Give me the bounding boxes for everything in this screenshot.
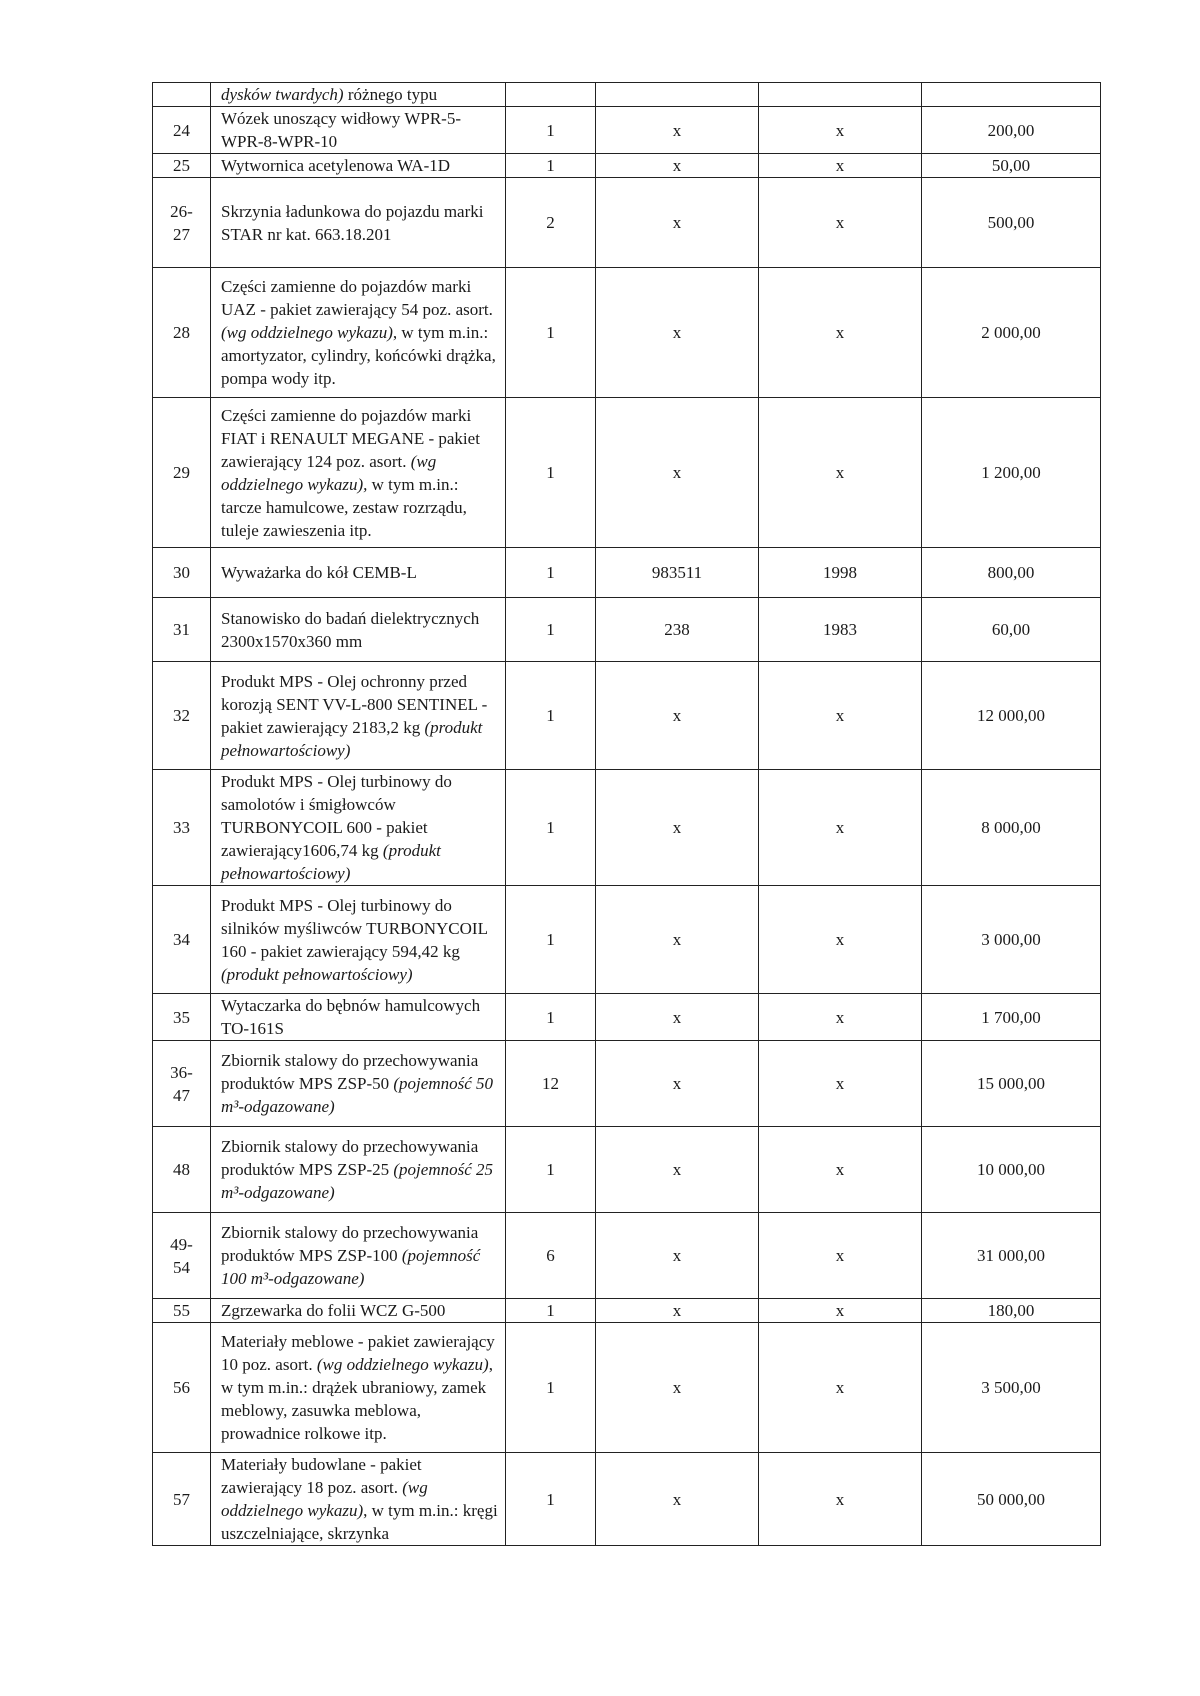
item-name [211,598,506,662]
value: 2 000,00 [922,268,1101,398]
item-name-segment: , w tym m.in.: amortyzator, cylindry, końcówki drążka, pompa wody itp. [221,323,496,388]
quantity: 1 [506,1323,596,1453]
quantity [506,83,596,107]
row-number [153,107,211,154]
item-name-segment: (wg oddzielnego wykazu) [221,323,393,342]
serial-number: x [596,268,759,398]
row-number [153,178,211,268]
table-row [153,1213,1101,1299]
item-name-segment: różnego typu [343,85,438,104]
serial-number: x [596,154,759,178]
row-number-line: 47 [173,1085,190,1105]
value: 12 000,00 [922,662,1101,770]
production-year: x [759,1041,922,1127]
row-number [153,1323,211,1453]
item-name-segment: dysków twardych) [221,85,344,104]
quantity: 1 [506,398,596,548]
item-name-segment: Części zamienne do pojazdów marki UAZ - pakiet zawierający 54 poz. asort. [221,277,493,319]
production-year: x [759,770,922,886]
item-name-segment: Zbiornik stalowy do przechowywania produktów MPS ZSP-50 [221,1051,479,1093]
item-name [211,1323,506,1453]
production-year: x [759,886,922,994]
quantity: 1 [506,268,596,398]
quantity: 1 [506,1299,596,1323]
value: 60,00 [922,598,1101,662]
item-name-segment: Materiały meblowe - pakiet zawierający 10 poz. asort. [221,1332,495,1374]
item-name-segment: Wytwornica acetylenowa WA-1D [221,156,451,175]
quantity: 1 [506,662,596,770]
serial-number: x [596,886,759,994]
row-number-line: 24 [173,120,190,140]
quantity: 1 [506,598,596,662]
table-row [153,1127,1101,1213]
row-number-line: 57 [173,1489,190,1509]
item-name [211,770,506,886]
item-name-segment: Produkt MPS - Olej ochronny przed korozją SENT VV-L-800 SENTINEL - pakiet zawierający 2183,2 kg [221,671,488,737]
serial-number: x [596,107,759,154]
serial-number: x [596,770,759,886]
table-row [153,1299,1101,1323]
serial-number: x [596,1453,759,1546]
value: 180,00 [922,1299,1101,1323]
value: 50,00 [922,154,1101,178]
value: 10 000,00 [922,1127,1101,1213]
production-year: x [759,107,922,154]
value: 31 000,00 [922,1213,1101,1299]
item-name-segment: Produkt MPS - Olej turbinowy do silników myśliwców TURBONYCOIL 160 - pakiet zawierający 594,42 kg [221,895,488,961]
assets-table [152,82,1101,1546]
table-row [153,83,1101,107]
item-name [211,1041,506,1127]
row-number [153,1041,211,1127]
item-name-segment: , w tym m.in.: drążek ubraniowy, zamek meblowy, zasuwka meblowa, prowadnice rolkowe itp. [221,1355,493,1443]
quantity: 1 [506,1453,596,1546]
production-year: 1998 [759,548,922,598]
quantity: 6 [506,1213,596,1299]
production-year: x [759,994,922,1041]
table-row [153,178,1101,268]
quantity: 1 [506,154,596,178]
row-number-line: 36- [170,1062,193,1082]
production-year: x [759,398,922,548]
item-name-segment: , w tym m.in.: kręgi uszczelniające, skrzynka [221,1501,498,1543]
serial-number: x [596,1127,759,1213]
table-row [153,1453,1101,1546]
row-number-line: 48 [173,1160,190,1179]
value: 3 500,00 [922,1323,1101,1453]
item-name-segment: (produkt pełnowartościowy) [221,717,483,760]
row-number [153,268,211,398]
quantity: 1 [506,1127,596,1213]
item-name [211,1299,506,1323]
item-name [211,994,506,1041]
row-number [153,994,211,1041]
row-number [153,598,211,662]
production-year: x [759,1127,922,1213]
item-name-segment: (produkt pełnowartościowy) [221,964,413,984]
production-year [759,83,922,107]
table-row [153,886,1101,994]
value: 800,00 [922,548,1101,598]
row-number [153,548,211,598]
table-body [153,83,1101,1546]
production-year: x [759,1323,922,1453]
item-name [211,548,506,598]
quantity: 1 [506,107,596,154]
production-year: x [759,154,922,178]
row-number [153,398,211,548]
value: 15 000,00 [922,1041,1101,1127]
row-number [153,1453,211,1546]
item-name-segment: w tym m.in.: tarcze hamulcowe, zestaw rozrządu, tuleje zawieszenia itp. [221,474,467,540]
production-year: x [759,662,922,770]
row-number-line: 28 [173,323,190,342]
item-name-segment: (pojemność 50 m³-odgazowane) [221,1074,494,1116]
item-name [211,154,506,178]
value: 1 200,00 [922,398,1101,548]
row-number-line: 29 [173,463,190,482]
serial-number: x [596,662,759,770]
serial-number: x [596,1323,759,1453]
row-number-line: 26- [170,201,193,221]
item-name-segment: Części zamienne do pojazdów marki FIAT i RENAULT MEGANE - pakiet zawierający 124 poz. asort. [221,405,480,471]
item-name-segment: Wózek unoszący widłowy WPR-5-WPR-8-WPR-10 [221,109,461,151]
item-name-segment: (produkt pełnowartościowy) [221,841,441,883]
row-number-line: 54 [173,1257,190,1277]
item-name-segment: (wg oddzielnego wykazu), [221,451,437,494]
value: 200,00 [922,107,1101,154]
row-number [153,1299,211,1323]
item-name-segment: Skrzynia ładunkowa do pojazdu marki STAR nr kat. 663.18.201 [221,201,484,244]
item-name-segment: (wg oddzielnego wykazu) [316,1355,489,1374]
value: 50 000,00 [922,1453,1101,1546]
item-name-segment: (pojemność 100 m³-odgazowane) [221,1246,481,1288]
value: 1 700,00 [922,994,1101,1041]
row-number [153,1213,211,1299]
serial-number: x [596,994,759,1041]
production-year: x [759,1213,922,1299]
item-name-segment: Wyważarka do kół CEMB-L [221,563,417,582]
table-row [153,598,1101,662]
production-year: x [759,1453,922,1546]
value: 500,00 [922,178,1101,268]
row-number-line: 35 [173,1007,190,1027]
item-name [211,398,506,548]
item-name-segment: Zbiornik stalowy do przechowywania produktów MPS ZSP-25 [221,1137,479,1179]
item-name [211,178,506,268]
value [922,83,1101,107]
row-number [153,154,211,178]
item-name [211,886,506,994]
item-name-segment: Stanowisko do badań dielektrycznych 2300x1570x360 mm [221,608,480,651]
item-name [211,83,506,107]
quantity: 2 [506,178,596,268]
row-number-line: 49- [170,1234,193,1254]
row-number [153,1127,211,1213]
serial-number [596,83,759,107]
item-name-segment: (pojemność 25 m³-odgazowane) [221,1160,494,1202]
item-name-segment: Wytaczarka do bębnów hamulcowych TO-161S [221,996,481,1038]
item-name-segment: Zgrzewarka do folii WCZ G-500 [221,1301,446,1320]
item-name [211,107,506,154]
item-name-segment: Produkt MPS - Olej turbinowy do samolotów i śmigłowców TURBONYCOIL 600 - pakiet zawierający1606,74 kg [221,772,452,860]
serial-number: x [596,398,759,548]
item-name [211,1453,506,1546]
item-name [211,662,506,770]
row-number [153,770,211,886]
row-number-line: 55 [173,1301,190,1320]
production-year: x [759,178,922,268]
table-row [153,662,1101,770]
serial-number: 983511 [596,548,759,598]
item-name-segment: Materiały budowlane - pakiet zawierający 18 poz. asort. [221,1455,422,1497]
serial-number: x [596,178,759,268]
value: 3 000,00 [922,886,1101,994]
item-name [211,1213,506,1299]
serial-number: x [596,1213,759,1299]
serial-number: 238 [596,598,759,662]
table-row [153,994,1101,1041]
table-row [153,1041,1101,1127]
quantity: 1 [506,886,596,994]
table-row [153,398,1101,548]
row-number-line: 33 [173,818,190,837]
table-row [153,268,1101,398]
quantity: 1 [506,770,596,886]
row-number-line: 34 [173,930,190,949]
production-year: 1983 [759,598,922,662]
value: 8 000,00 [922,770,1101,886]
row-number [153,886,211,994]
production-year: x [759,268,922,398]
row-number-line: 25 [173,156,190,175]
row-number-line: 56 [173,1378,190,1397]
quantity: 1 [506,994,596,1041]
item-name-segment: (wg oddzielnego wykazu) [221,1478,428,1520]
table-row [153,548,1101,598]
production-year: x [759,1299,922,1323]
row-number-line: 27 [173,224,190,244]
item-name-segment: Zbiornik stalowy do przechowywania produktów MPS ZSP-100 [221,1223,479,1265]
row-number-line: 31 [173,620,190,639]
row-number [153,662,211,770]
table-row [153,154,1101,178]
quantity: 1 [506,548,596,598]
row-number-line: 30 [173,563,190,582]
table-row [153,107,1101,154]
row-number [153,83,211,107]
table-row [153,1323,1101,1453]
row-number-line: 32 [173,706,190,725]
table-row [153,770,1101,886]
serial-number: x [596,1299,759,1323]
quantity: 12 [506,1041,596,1127]
item-name [211,1127,506,1213]
serial-number: x [596,1041,759,1127]
item-name [211,268,506,398]
